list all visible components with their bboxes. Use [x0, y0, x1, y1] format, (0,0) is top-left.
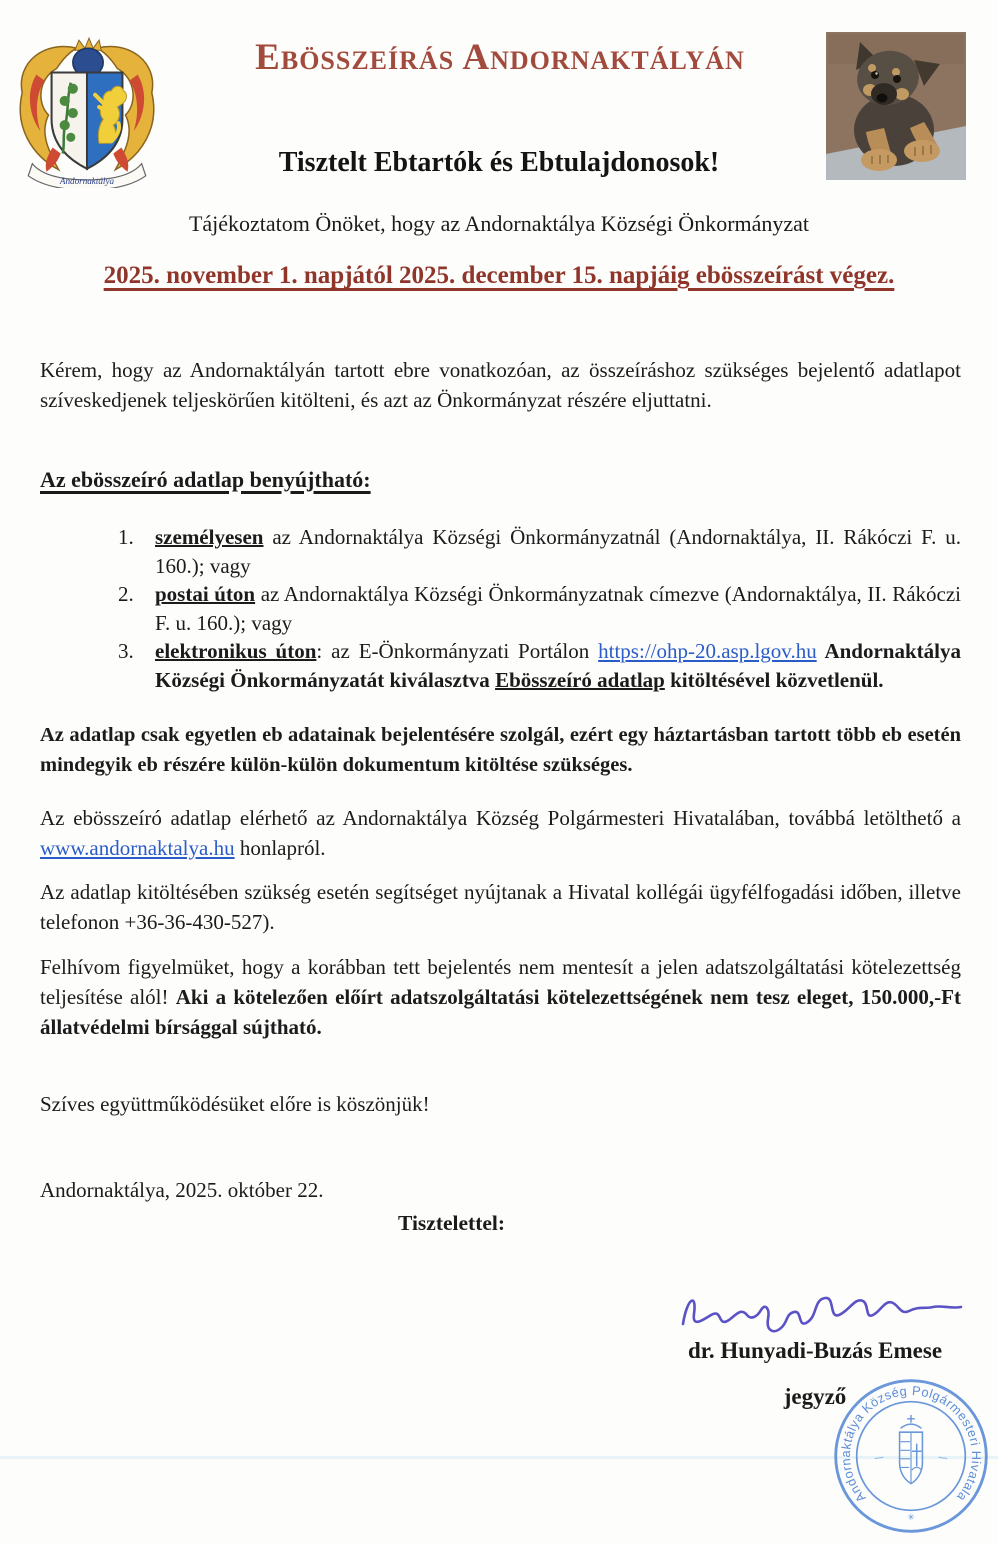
form-name-emphasis: Ebösszeíró adatlap [495, 667, 665, 692]
signer-name: dr. Hunyadi-Buzás Emese [687, 1338, 943, 1363]
option-after-lead: : az E-Önkormányzati Portálon [316, 639, 599, 663]
availability-paragraph [40, 803, 961, 863]
list-number: 1. [118, 525, 134, 549]
official-round-stamp-icon [830, 1372, 992, 1540]
submission-options-list [40, 523, 961, 694]
submission-heading-text: Az ebösszeíró adatlap benyújtható: [40, 467, 371, 492]
option-lead: postai úton [155, 582, 256, 606]
option-lead: elektronikus úton [155, 639, 317, 663]
stamp-shield-stripes [901, 1442, 911, 1468]
stamp-shield-cross [912, 1444, 922, 1467]
stamp-shield-hill [912, 1467, 922, 1470]
list-item [118, 580, 961, 637]
portal-link[interactable]: https://ohp-20.asp.lgov.hu [598, 639, 817, 663]
thanks-line: Szíves együttműködésüket előre is köszönjük! [40, 1092, 430, 1116]
list-item [118, 637, 961, 694]
signer-title: jegyző [783, 1384, 847, 1409]
warning-bold: Aki a kötelezően előírt adatszolgáltatási kötelezettségének nem tesz eleget, 150.000,-Ft állatvédelmi bírsággal sújtható. [40, 985, 961, 1039]
option-bold-mid: Andornaktálya Községi Önkormányzatát kiválasztva [155, 639, 961, 692]
single-dog-paragraph: Az adatlap csak egyetlen eb adatainak bejelentésére szolgál, ezért egy háztartásban tartott több eb esetén mindegyik eb részére külön-külön dokumentum kitöltése szükséges. [40, 724, 961, 776]
letter-body [40, 0, 961, 1238]
date-line: Andornaktálya, 2025. október 22. [40, 1178, 324, 1202]
handwritten-signature-icon [675, 1278, 975, 1340]
list-item-text [155, 637, 961, 694]
list-item-text [155, 580, 961, 637]
option-lead: személyesen [155, 525, 264, 549]
availability-before-link: Az ebösszeíró adatlap elérhető az Andornaktálya Község Polgármesteri Hivatalában, továbbá letölthető a [40, 806, 961, 830]
stamp-crown [901, 1415, 922, 1428]
stamp-bottom-star: ✳ [907, 1511, 915, 1522]
option-rest: az Andornaktálya Községi Önkormányzatnál (Andornaktálya, II. Rákóczi F. u. 160.); vagy [155, 525, 961, 578]
crest-banner-label: Andornaktálya [59, 175, 115, 186]
option-bold-tail: kitöltésével közvetlenül. [664, 667, 884, 692]
page-title: Ebösszeírás Andornaktályán [255, 37, 745, 78]
closing-line: Tisztelettel: [398, 1211, 506, 1235]
help-paragraph: Az adatlap kitöltésében szükség esetén segítséget nyújtanak a Hivatal kollégái ügyfélfogadási időben, illetve telefonon +36-36-430-527). [40, 880, 961, 934]
salutation-heading: Tisztelt Ebtartók és Ebtulajdonosok! [278, 147, 720, 178]
stamp-text-path: Andornaktálya Község Polgármesteri Hivatala [837, 1382, 985, 1506]
submission-heading [40, 467, 961, 493]
list-number: 2. [118, 582, 134, 606]
list-item [118, 523, 961, 580]
date-notice-text: 2025. november 1. napjától 2025. december 15. napjáig ebösszeírást végez. [103, 262, 895, 289]
warning-normal: Felhívom figyelmüket, hogy a korábban tett bejelentés nem mentesít a jelen adatszolgáltatási kötelezettség teljesítése alól! [40, 955, 961, 1009]
signature-stroke [683, 1298, 961, 1331]
request-paragraph: Kérem, hogy az Andornaktályán tartott ebre vonatkozóan, az összeíráshoz szükséges bejelentő adatlapot szíveskedjenek teljeskörűen kitölteni, és azt az Önkormányzat részére eljuttatni. [40, 358, 961, 412]
availability-after-link: honlapról. [234, 836, 326, 860]
warning-paragraph [40, 952, 961, 1042]
option-rest: az Andornaktálya Községi Önkormányzatnak címezve (Andornaktálya, II. Rákóczi F. u. 160.); vagy [155, 582, 962, 635]
list-item-text [155, 523, 961, 580]
list-number: 3. [118, 639, 134, 663]
website-link[interactable]: www.andornaktalya.hu [40, 836, 235, 860]
intro-line: Tájékoztatom Önöket, hogy az Andornaktálya Községi Önkormányzat [188, 211, 810, 236]
